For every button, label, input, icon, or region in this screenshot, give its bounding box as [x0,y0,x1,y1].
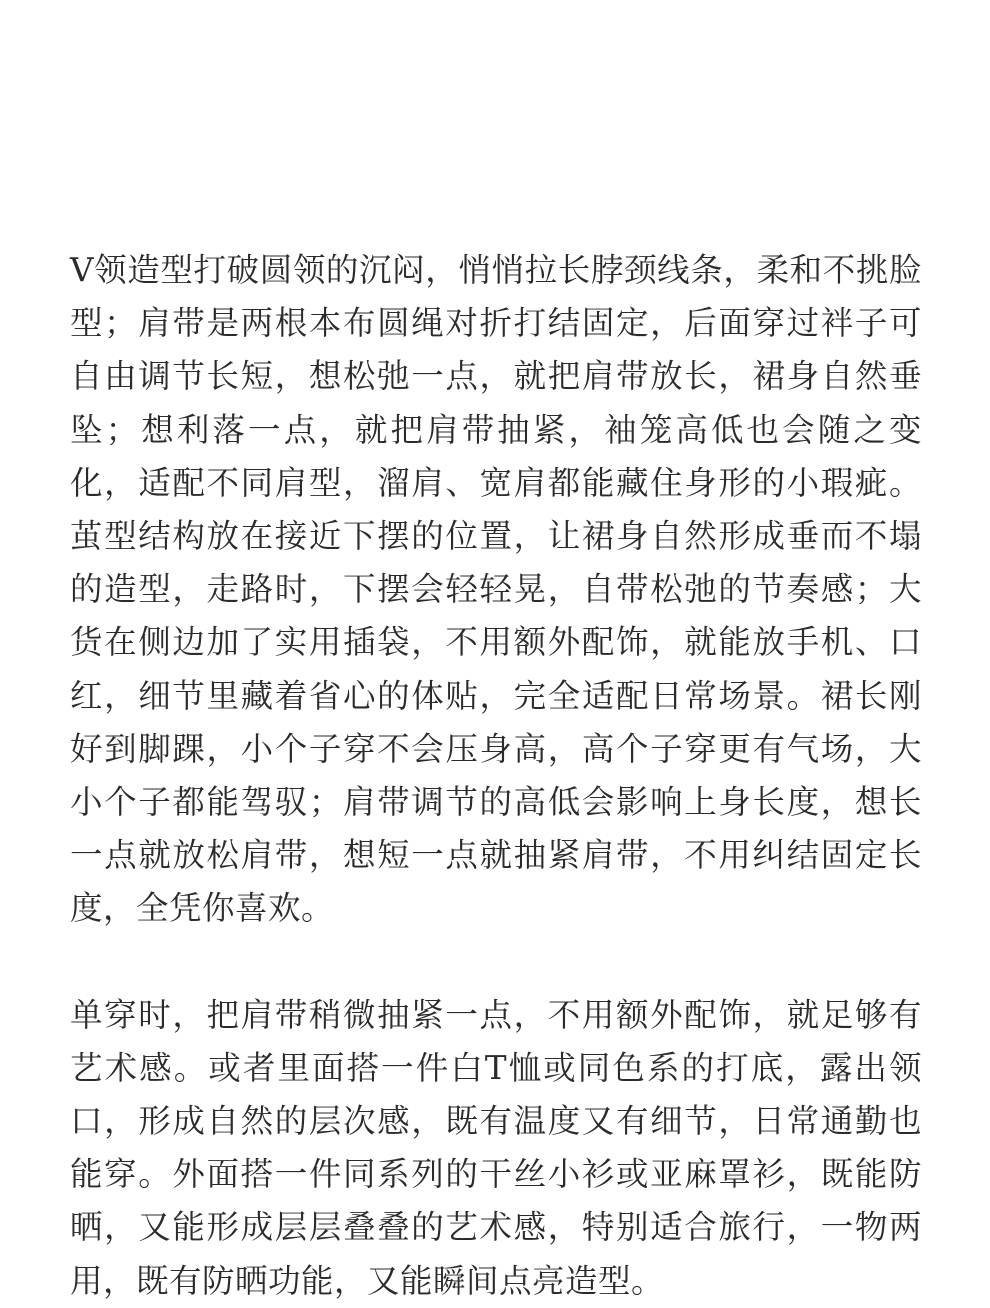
paragraph-design-details: V领造型打破圆领的沉闷，悄悄拉长脖颈线条，柔和不挑脸型；肩带是两根本布圆绳对折打结固定，后面穿过袢子可自由调节长短，想松弛一点，就把肩带放长，裙身自然垂坠；想利落一点，就把肩带抽紧，袖笼高低也会随之变化，适配不同肩型，溜肩、宽肩都能藏住身形的小瑕疵。茧型结构放在接近下摆的位置，让裙身自然形成垂而不塌的造型，走路时，下摆会轻轻晃，自带松弛的节奏感；大货在侧边加了实用插袋，不用额外配饰，就能放手机、口红，细节里藏着省心的体贴，完全适配日常场景。裙长刚好到脚踝，小个子穿不会压身高，高个子穿更有气场，大小个子都能驾驭；肩带调节的高低会影响上身长度，想长一点就放松肩带，想短一点就抽紧肩带，不用纠结固定长度，全凭你喜欢。 [70,251,922,928]
paragraph-styling-tips: 单穿时，把肩带稍微抽紧一点，不用额外配饰，就足够有艺术感。或者里面搭一件白T恤或同色系的打底，露出领口，形成自然的层次感，既有温度又有细节，日常通勤也能穿。外面搭一件同系列的干丝小衫或亚麻罩衫，既能防晒，又能形成层层叠叠的艺术感，特别适合旅行，一物两用，既有防晒功能，又能瞬间点亮造型。 [70,995,922,1300]
article-content [70,244,922,1308]
